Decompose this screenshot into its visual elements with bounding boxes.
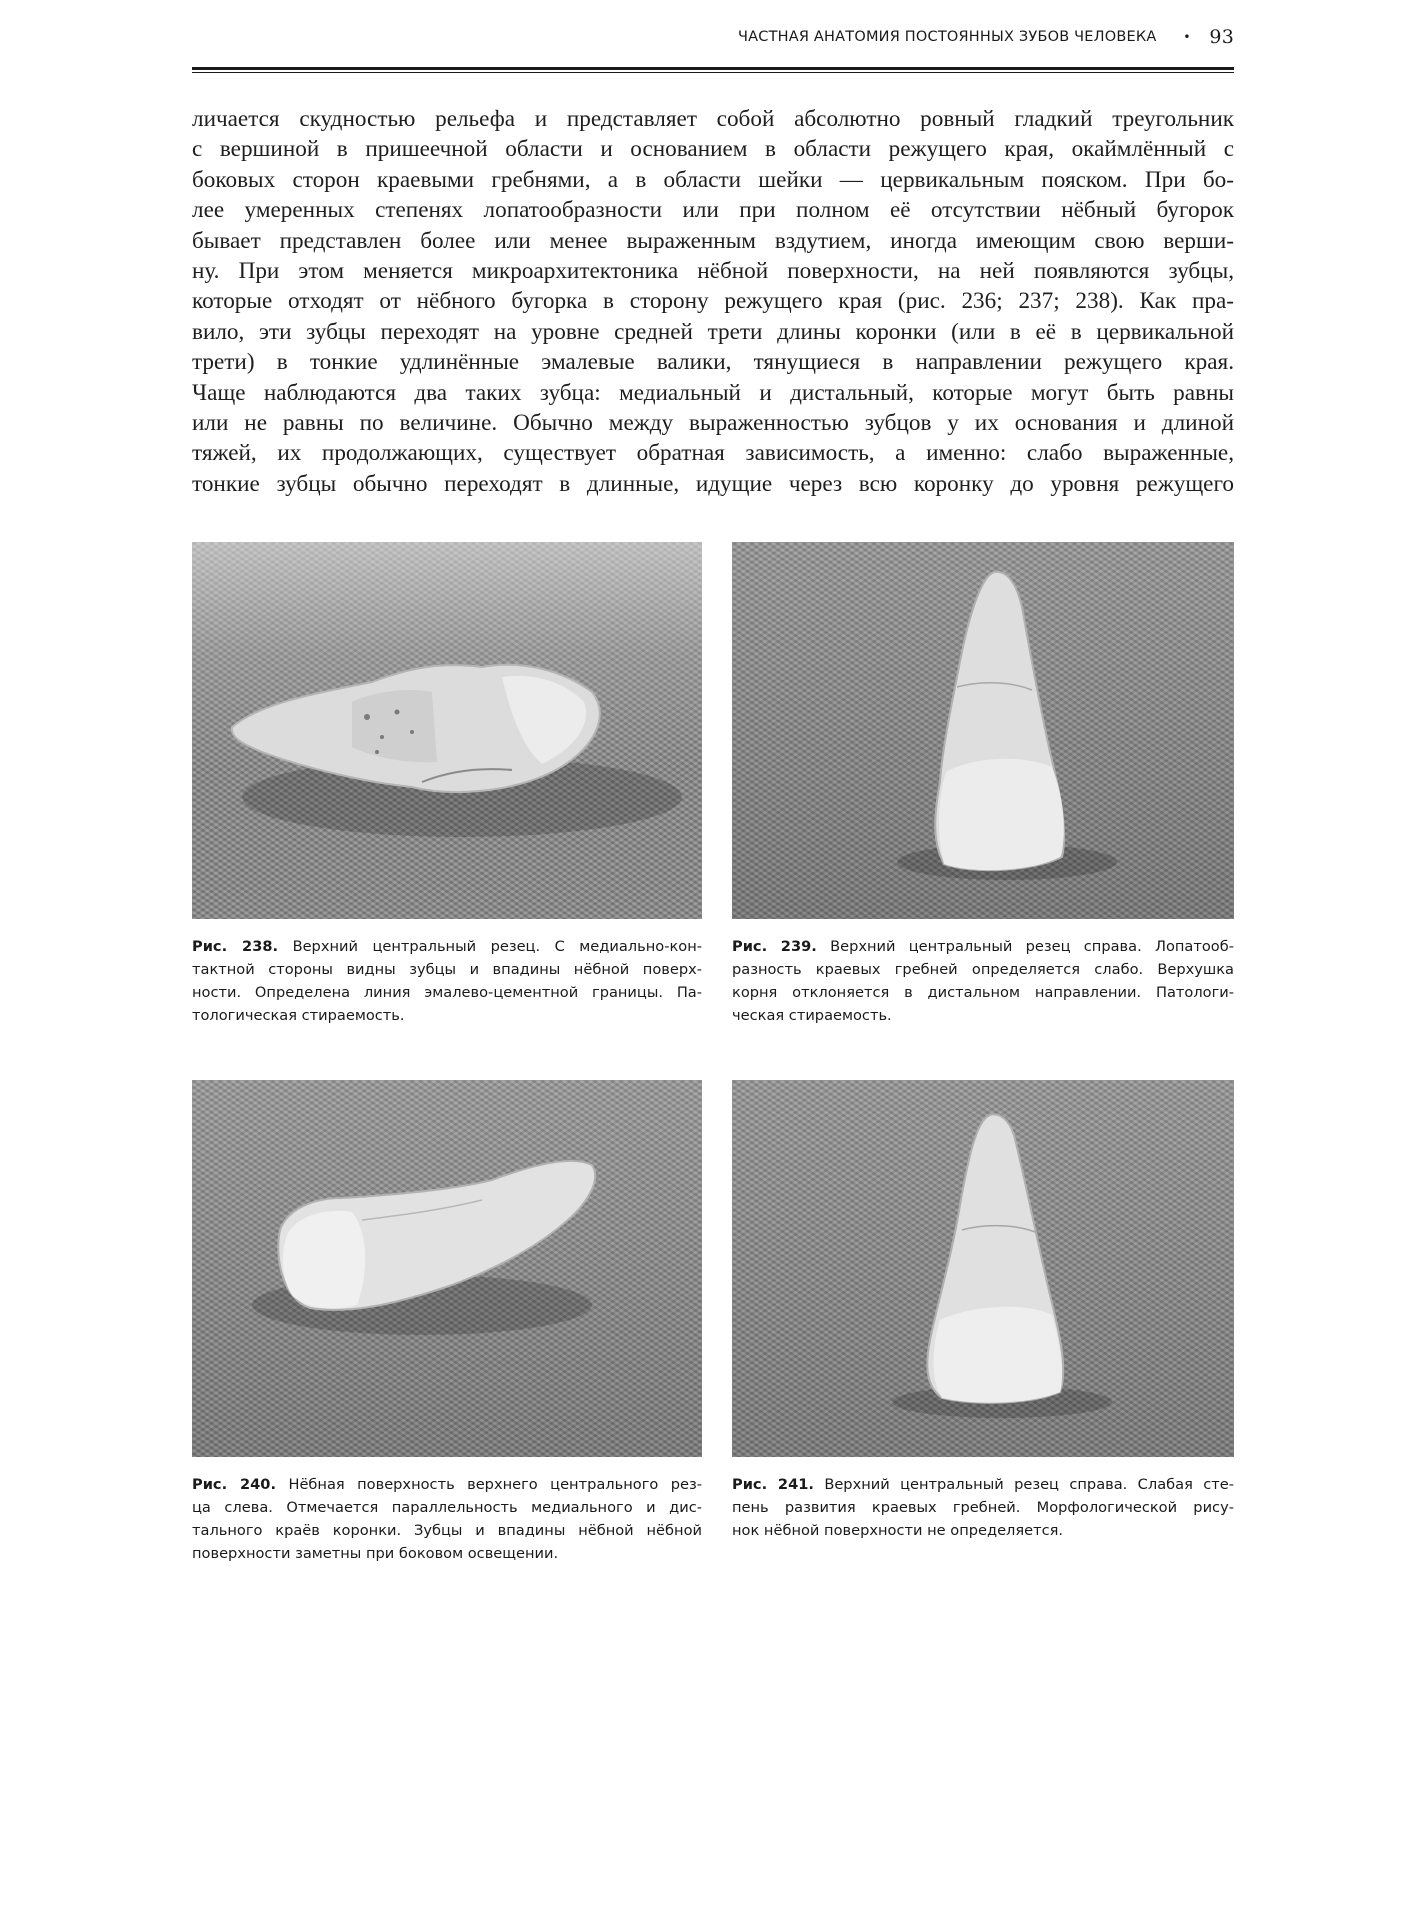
caption-line: тактной стороны видны зубцы и впадины нёбной поверх-	[192, 961, 702, 978]
caption-line: Нёбная поверхность верхнего центрального рез-	[288, 1476, 702, 1493]
body-line: вило, эти зубцы переходят на уровне средней трети длины коронки (или в её в цервикальной	[192, 318, 1234, 345]
body-line: боковых сторон краевыми гребнями, а в области шейки — цервикальным пояском. При бо-	[192, 166, 1234, 193]
figure-label: Рис. 241.	[732, 1476, 814, 1493]
running-header	[192, 26, 1234, 52]
header-rule	[192, 67, 1234, 70]
body-line: тонкие зубцы обычно переходят в длинные, идущие через всю коронку до уровня режущего	[192, 470, 1234, 497]
caption-line: поверхности заметны при боковом освещении.	[192, 1545, 559, 1562]
figure-241-photo	[732, 1080, 1234, 1457]
caption-line: Верхний центральный резец. С медиально-кон-	[292, 938, 702, 955]
body-line: личается скудностью рельефа и представляет собой абсолютно ровный гладкий треугольник	[192, 106, 1234, 132]
figure-239-caption	[732, 935, 1234, 1027]
figure-240-caption	[192, 1473, 702, 1565]
caption-line: Верхний центральный резец справа. Слабая сте-	[824, 1476, 1234, 1493]
body-line: лее умеренных степенях лопатообразности или при полном её отсутствии нёбный бугорок	[192, 197, 1234, 224]
header-rule-thin	[192, 72, 1234, 73]
body-line: ну. При этом меняется микроархитектоника нёбной поверхности, на ней появляются зубцы,	[192, 258, 1234, 285]
tooth-illustration	[192, 1080, 702, 1457]
figure-label: Рис. 238.	[192, 938, 279, 955]
caption-line: тологическая стираемость.	[192, 1007, 405, 1024]
header-separator: •	[1183, 30, 1191, 44]
caption-line: корня отклоняется в дистальном направлении. Патологи-	[732, 984, 1234, 1001]
caption-line: ческая стираемость.	[732, 1007, 892, 1024]
figure-238-caption	[192, 935, 702, 1027]
caption-line: Верхний центральный резец справа. Лопатооб-	[830, 938, 1234, 955]
body-line: или не равны по величине. Обычно между выраженностью зубцов у их основания и длиной	[192, 410, 1234, 437]
caption-line: разность краевых гребней определяется слабо. Верхушка	[732, 961, 1234, 978]
figure-240-photo	[192, 1080, 702, 1457]
figure-241-caption	[732, 1473, 1234, 1542]
caption-line: ности. Определена линия эмалево-цементной границы. Па-	[192, 984, 702, 1001]
tooth-illustration	[732, 1080, 1234, 1457]
figure-239-photo	[732, 542, 1234, 919]
running-title: ЧАСТНАЯ АНАТОМИЯ ПОСТОЯННЫХ ЗУБОВ ЧЕЛОВЕКА	[737, 29, 1157, 45]
caption-line: ца слева. Отмечается параллельность медиального и дис-	[192, 1499, 702, 1516]
body-line: трети) в тонкие удлинённые эмалевые валики, тянущиеся в направлении режущего края.	[192, 349, 1234, 376]
body-line: с вершиной в пришеечной области и основанием в области режущего края, окаймлённый с	[192, 136, 1234, 163]
body-line: бывает представлен более или менее выраженным вздутием, иногда имеющим свою верши-	[192, 227, 1234, 254]
body-line: Чаще наблюдаются два таких зубца: медиальный и дистальный, которые могут быть равны	[192, 379, 1234, 406]
body-line: которые отходят от нёбного бугорка в сторону режущего края (рис. 236; 237; 238). Как пра-	[192, 288, 1234, 315]
figure-label: Рис. 239.	[732, 938, 817, 955]
caption-line: нок нёбной поверхности не определяется.	[732, 1522, 1064, 1539]
page-number: 93	[1209, 26, 1234, 48]
body-line: тяжей, их продолжающих, существует обратная зависимость, а именно: слабо выраженные,	[192, 440, 1234, 467]
figure-label: Рис. 240.	[192, 1476, 277, 1493]
tooth-illustration	[732, 542, 1234, 919]
body-paragraph	[192, 104, 1234, 499]
tooth-illustration	[192, 542, 702, 919]
caption-line: тального краёв коронки. Зубцы и впадины нёбной нёбной	[192, 1522, 702, 1539]
caption-line: пень развития краевых гребней. Морфологической рису-	[732, 1499, 1234, 1516]
figure-238-photo	[192, 542, 702, 919]
